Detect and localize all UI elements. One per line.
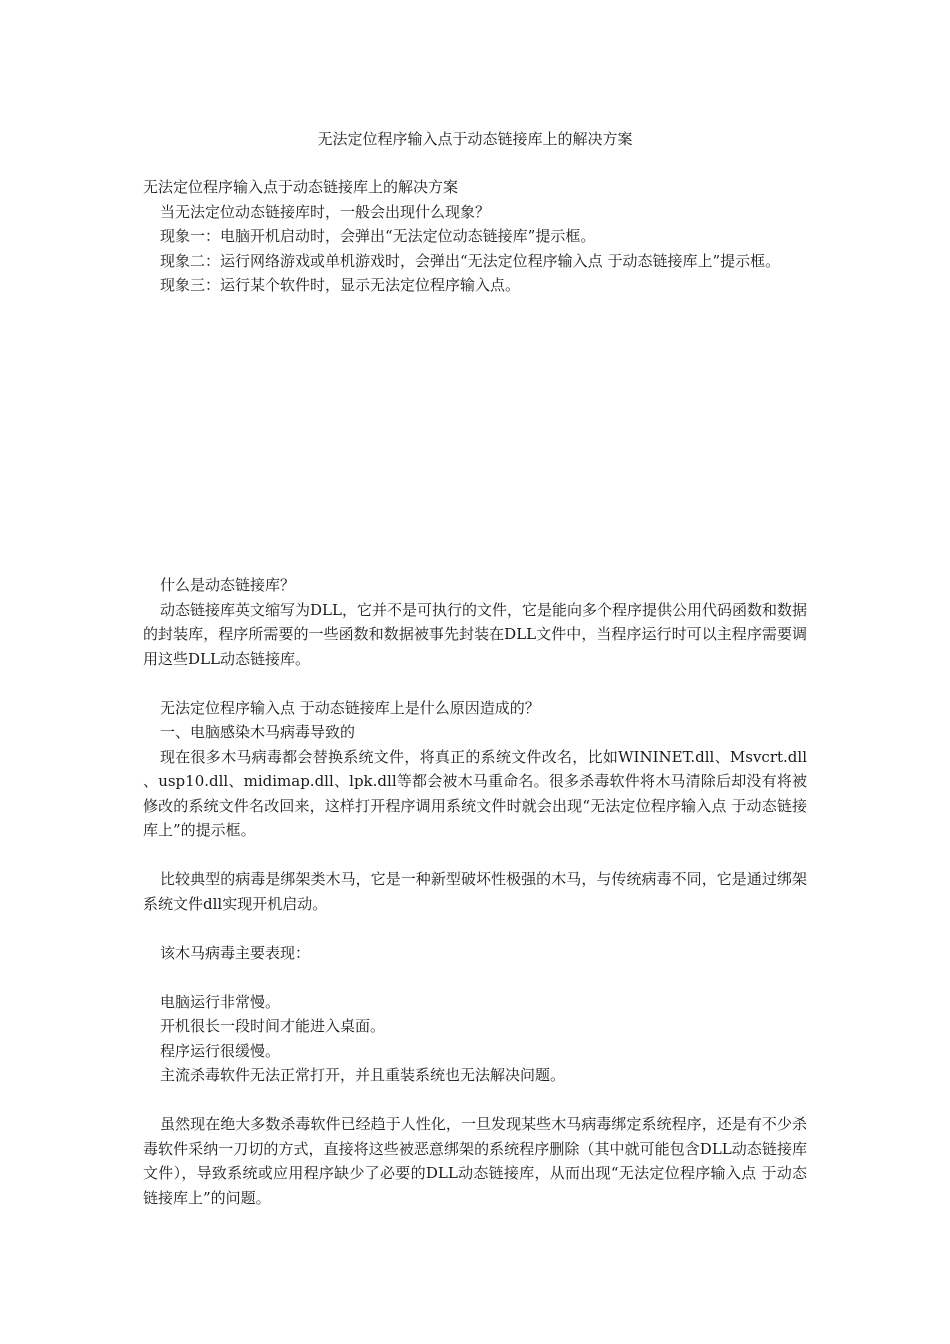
document-title: 无法定位程序输入点于动态链接库上的解决方案 [317,130,633,148]
intro-heading: 无法定位程序输入点于动态链接库上的解决方案 [143,178,459,196]
intro-question: 当无法定位动态链接库时，一般会出现什么现象？ [160,202,491,221]
explanation-section [143,573,812,1210]
symptom-two: 现象二：运行网络游戏或单机游戏时，会弹出“无法定位程序输入点 于动态链接库上”提示框。 [160,251,781,270]
antivirus-paragraph: 虽然现在绝大多数杀毒软件已经趋于人性化，一旦发现某些木马病毒绑定系统程序，还是有不少杀毒软件采纳一刀切的方式，直接将这些被恶意绑架的系统程序删除（其中就可能包含DLL动态链接库文件），导致系统或应用程序缺少了必要的DLL动态链接库，从而出现“无法定位程序输入点 于动态链接库上”的问题。 [143,1115,807,1207]
symptoms-intro: 该木马病毒主要表现： [160,943,311,962]
intro-section [143,175,807,298]
dll-answer: 动态链接库英文缩写为DLL，它并不是可执行的文件，它是能向多个程序提供公用代码函数和数据的封装库，程序所需要的一些函数和数据被事先封装在DLL文件中，当程序运行时可以主程序需要调用这些DLL动态链接库。 [143,600,807,668]
dll-question: 什么是动态链接库？ [160,576,296,594]
symptom-item: 开机很长一段时间才能进入桌面。 [160,1017,386,1035]
cause-question: 无法定位程序输入点 于动态链接库上是什么原因造成的？ [160,698,540,717]
symptom-item: 电脑运行非常慢。 [160,992,281,1011]
symptom-one: 现象一：电脑开机启动时，会弹出“无法定位动态链接库”提示框。 [160,227,596,245]
trojan-paragraph: 现在很多木马病毒都会替换系统文件，将真正的系统文件改名，比如WININET.dll、Msvcrt.dll 、usp10.dll、midimap.dll、lpk.dll等都会被木马重命名。很多杀毒软件将木马清除后却没有将被修改的系统文件名改回来，这样打开程序调用系统文件时就会出现“无法定位程序输入点 于动态链接库上”的提示框。 [143,747,812,839]
symptom-item: 主流杀毒软件无法正常打开，并且重装系统也无法解决问题。 [160,1066,566,1084]
symptom-three: 现象三：运行某个软件时，显示无法定位程序输入点。 [160,276,521,294]
symptom-item: 程序运行很缓慢。 [160,1041,281,1060]
cause-heading: 一、电脑感染木马病毒导致的 [160,723,356,741]
hijack-paragraph: 比较典型的病毒是绑架类木马，它是一种新型破坏性极强的木马，与传统病毒不同，它是通过绑架系统文件dll实现开机启动。 [143,870,807,913]
